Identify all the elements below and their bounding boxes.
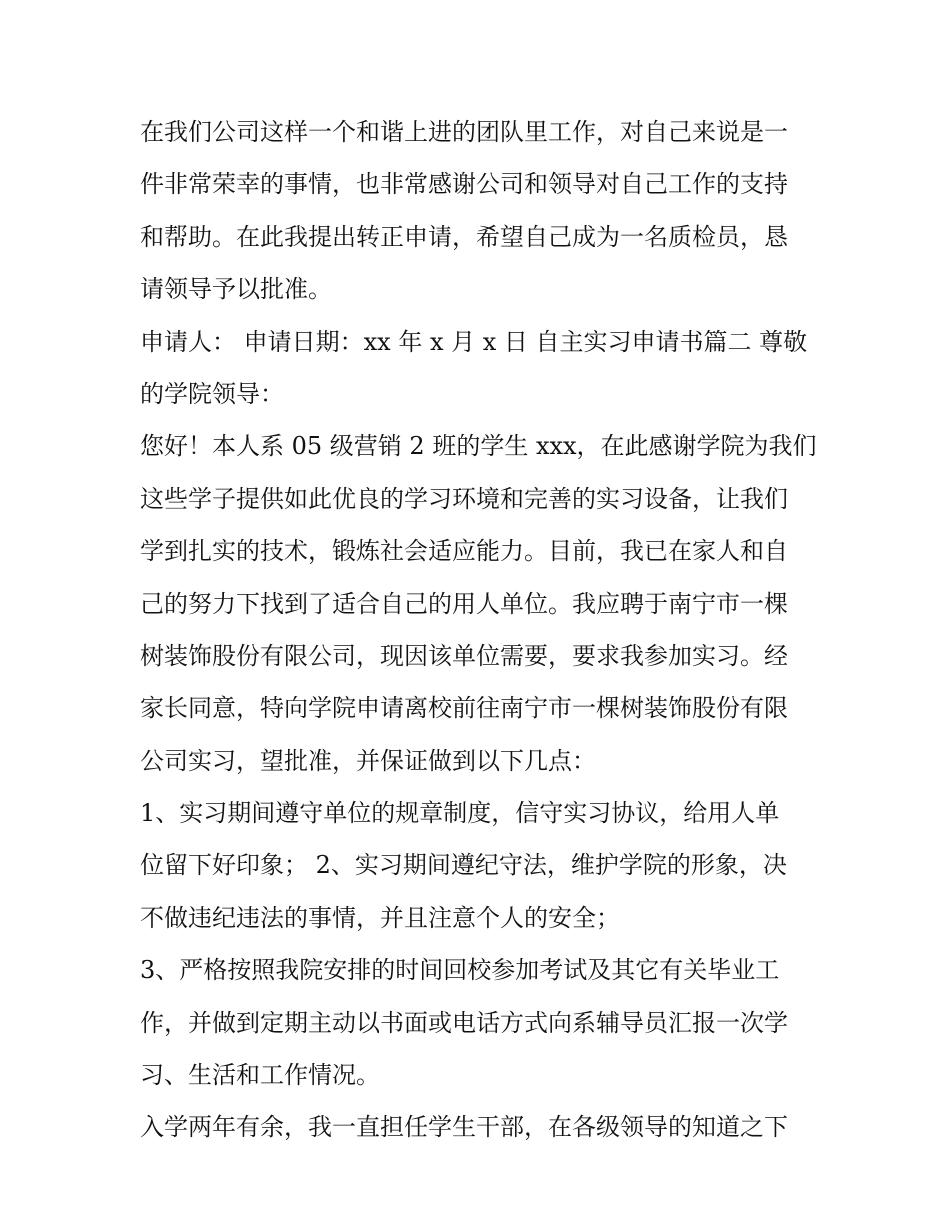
text-line: 位留下好印象； 2、实习期间遵纪守法，维护学院的形象，决	[140, 851, 787, 880]
text-line: 在我们公司这样一个和谐上进的团队里工作，对自己来说是一	[140, 118, 788, 146]
text-line: 公司实习，望批准，并保证做到以下几点：	[140, 746, 596, 775]
text-line: 作，并做到定期主动以书面或电话方式向系辅导员汇报一次学	[140, 1008, 788, 1037]
text-line: 的学院领导：	[140, 379, 284, 408]
text-line: 家长同意，特向学院申请离校前往南宁市一棵树装饰股份有限	[140, 694, 788, 723]
text-line: 己的努力下找到了适合自己的用人单位。我应聘于南宁市一棵	[140, 589, 788, 618]
text-line: 1、实习期间遵守单位的规章制度，信守实习协议，给用人单	[140, 799, 780, 828]
text-line: 学到扎实的技术，锻炼社会适应能力。目前，我已在家人和自	[140, 537, 788, 566]
text-line: 您好！本人系 05 级营销 2 班的学生 xxx，在此感谢学院为我们	[140, 432, 817, 461]
document-body	[140, 106, 817, 1154]
text-line: 入学两年有余，我一直担任学生干部，在各级领导的知道之下	[140, 1113, 788, 1142]
text-line: 件非常荣幸的事情，也非常感谢公司和领导对自己工作的支持	[140, 170, 788, 199]
text-line: 这些学子提供如此优良的学习环境和完善的实习设备，让我们	[140, 484, 788, 513]
text-line: 不做违纪违法的事情，并且注意个人的安全；	[140, 903, 620, 932]
text-line: 申请人： 申请日期：xx 年 x 月 x 日 自主实习申请书篇二 尊敬	[140, 327, 808, 356]
text-line: 请领导予以批准。	[140, 275, 332, 304]
text-line: 3、严格按照我院安排的时间回校参加考试及其它有关毕业工	[140, 956, 780, 985]
text-line: 习、生活和工作情况。	[140, 1061, 380, 1090]
text-line: 和帮助。在此我提出转正申请，希望自己成为一名质检员，恳	[140, 222, 788, 251]
text-line: 树装饰股份有限公司，现因该单位需要，要求我参加实习。经	[140, 641, 788, 670]
